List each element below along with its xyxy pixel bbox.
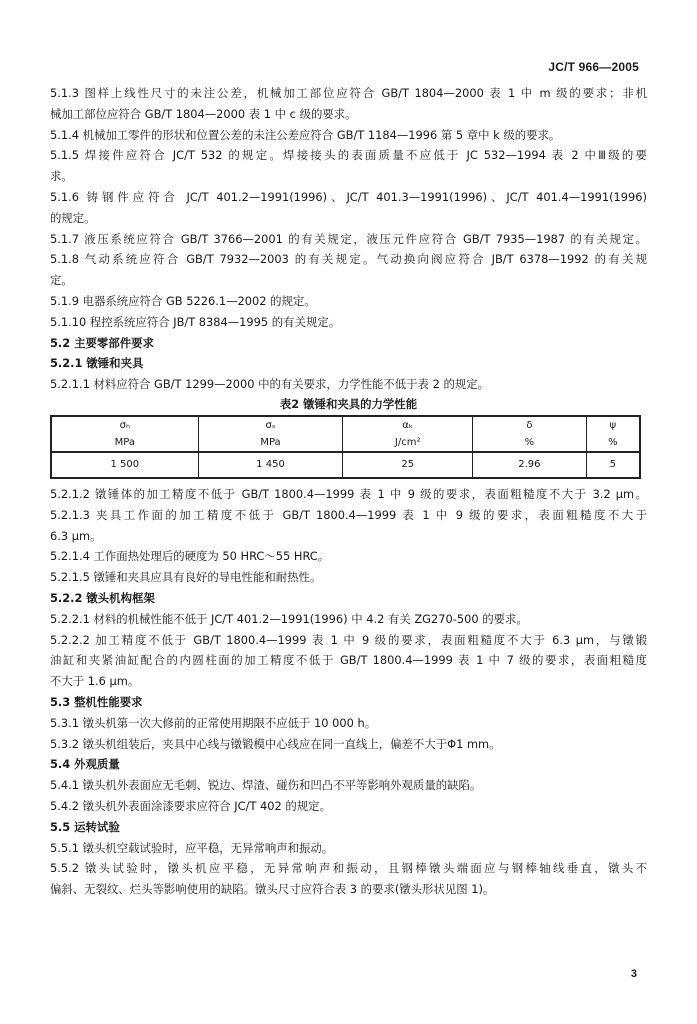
section-heading: 5.3 整机性能要求	[50, 694, 143, 709]
table-symbol-cell: ψ	[586, 416, 640, 435]
paragraph-line: 求。	[50, 169, 73, 184]
table-unit-cell: J/cm²	[343, 435, 473, 452]
paragraph-line: 5.4.2 镦头机外表面涂漆要求应符合 JC/T 402 的规定。	[50, 798, 331, 813]
paragraph-line: 5.1.7 液压系统应符合 GB/T 3766—2001 的有关规定，液压元件应符合 GB/T 7935—1987 的有关规定。	[50, 231, 647, 246]
paragraph-line: 5.2.1.5 镦锤和夹具应具有良好的导电性能和耐热性。	[50, 570, 322, 585]
table-symbol-row	[51, 416, 640, 435]
paragraph-line: 偏斜、无裂纹、烂头等影响使用的缺陷。镦头尺寸应符合表 3 的要求(镦头形状见图 1)。	[50, 882, 495, 897]
paragraph-line: 5.1.5 焊接件应符合 JC/T 532 的规定。焊接接头的表面质量不应低于 JC 532—1994 表 2 中Ⅲ级的要	[50, 148, 647, 163]
table-symbol-cell: αₖ	[343, 416, 473, 435]
table-unit-cell: %	[473, 435, 587, 452]
paragraph-line: 油缸和夹紧油缸配合的内圆柱面的加工精度不低于 GB/T 1800.4—1999 表 1 中 7 级的要求，表面粗糙度	[50, 653, 647, 668]
paragraph-line: 5.1.6 铸钢件应符合 JC/T 401.2—1991(1996)、JC/T 401.3—1991(1996)、JC/T 401.4—1991(1996)	[50, 189, 647, 204]
paragraph-line: 不大于 1.6 μm。	[50, 674, 140, 689]
table-value-cell: 1 450	[198, 452, 343, 478]
paragraph-line: 5.2.1.1 材料应符合 GB/T 1299—2000 中的有关要求，力学性能不低于表 2 的规定。	[50, 377, 490, 392]
table-value-cell: 5	[586, 452, 640, 478]
paragraph-line: 5.5.2 镦头试验时，镦头机应平稳，无异常响声和振动，且钢棒镦头端面应与钢棒轴线垂直，镦头不	[50, 861, 647, 876]
paragraph-line: 5.1.9 电器系统应符合 GB 5226.1—2002 的规定。	[50, 293, 316, 308]
section-heading: 5.4 外观质量	[50, 757, 120, 772]
paragraph-line: 5.2.1.4 工作面热处理后的硬度为 50 HRC～55 HRC。	[50, 549, 330, 564]
table-symbol-cell: σₕ	[51, 416, 198, 435]
table-unit-cell: MPa	[51, 435, 198, 452]
paragraph-line: 5.1.8 气动系统应符合 GB/T 7932—2003 的有关规定。气动换向阀应符合 JB/T 6378—1992 的有关规	[50, 252, 647, 267]
section-heading: 5.2.1 镦锤和夹具	[50, 356, 144, 371]
table-value-cell: 1 500	[51, 452, 198, 478]
paragraph-line: 5.1.10 程控系统应符合 JB/T 8384—1995 的有关规定。	[50, 314, 341, 329]
table-symbol-cell: σₛ	[198, 416, 343, 435]
paragraph-line: 5.2.2.1 材料的机械性能不低于 JC/T 401.2—1991(1996) 中 4.2 有关 ZG270-500 的要求。	[50, 611, 528, 626]
paragraph-line: 5.1.4 机械加工零件的形状和位置公差的未注公差应符合 GB/T 1184—1996 第 5 章中 k 级的要求。	[50, 127, 561, 142]
paragraph-line: 5.2.1.2 镦锤体的加工精度不低于 GB/T 1800.4—1999 表 1 中 9 级的要求，表面粗糙度不大于 3.2 μm。	[50, 486, 647, 501]
paragraph-line: 定。	[50, 273, 73, 288]
section-heading: 5.2 主要零部件要求	[50, 335, 154, 350]
paragraph-line: 5.3.1 镦头机第一次大修前的正常使用期限不应低于 10 000 h。	[50, 715, 377, 730]
table-value-row	[51, 452, 640, 478]
paragraph-line: 5.3.2 镦头机组装后，夹具中心线与镦锻模中心线应在同一直线上，偏差不大于Φ1 mm。	[50, 736, 501, 751]
page-number: 3	[630, 968, 637, 980]
table-unit-cell: %	[586, 435, 640, 452]
paragraph-line: 5.2.2.2 加工精度不低于 GB/T 1800.4—1999 表 1 中 9 级的要求，表面粗糙度不大于 6.3 μm，与镦锻	[50, 632, 647, 647]
paragraph-line: 5.2.1.3 夹具工作面的加工精度不低于 GB/T 1800.4—1999 表 1 中 9 级的要求，表面粗糙度不大于	[50, 507, 647, 522]
table-unit-cell: MPa	[198, 435, 343, 452]
table-symbol-cell: δ	[473, 416, 587, 435]
document-body	[50, 83, 647, 900]
paragraph-line: 5.1.3 图样上线性尺寸的未注公差，机械加工部位应符合 GB/T 1804—2000 表 1 中 m 级的要求；非机	[50, 86, 647, 100]
table-value-cell: 2.96	[473, 452, 587, 478]
paragraph-line: 的规定。	[50, 210, 96, 225]
paragraph-line: 5.5.1 镦头机空载试验时，应平稳，无异常响声和振动。	[50, 840, 334, 855]
mechanical-properties-table	[50, 415, 641, 479]
section-heading: 5.2.2 镦头机构框架	[50, 590, 155, 605]
paragraph-line: 械加工部位应符合 GB/T 1804—2000 表 1 中 c 级的要求。	[50, 106, 357, 121]
table-caption: 表2 镦锤和夹具的力学性能	[279, 396, 418, 411]
paragraph-line: 6.3 μm。	[50, 528, 102, 543]
table-unit-row	[51, 435, 640, 452]
section-heading: 5.5 运转试验	[50, 819, 120, 834]
paragraph-line: 5.4.1 镦头机外表面应无毛刺、锐边、焊渣、碰伤和凹凸不平等影响外观质量的缺陷。	[50, 778, 482, 793]
document-code: JC/T 966—2005	[548, 60, 639, 74]
table-value-cell: 25	[343, 452, 473, 478]
